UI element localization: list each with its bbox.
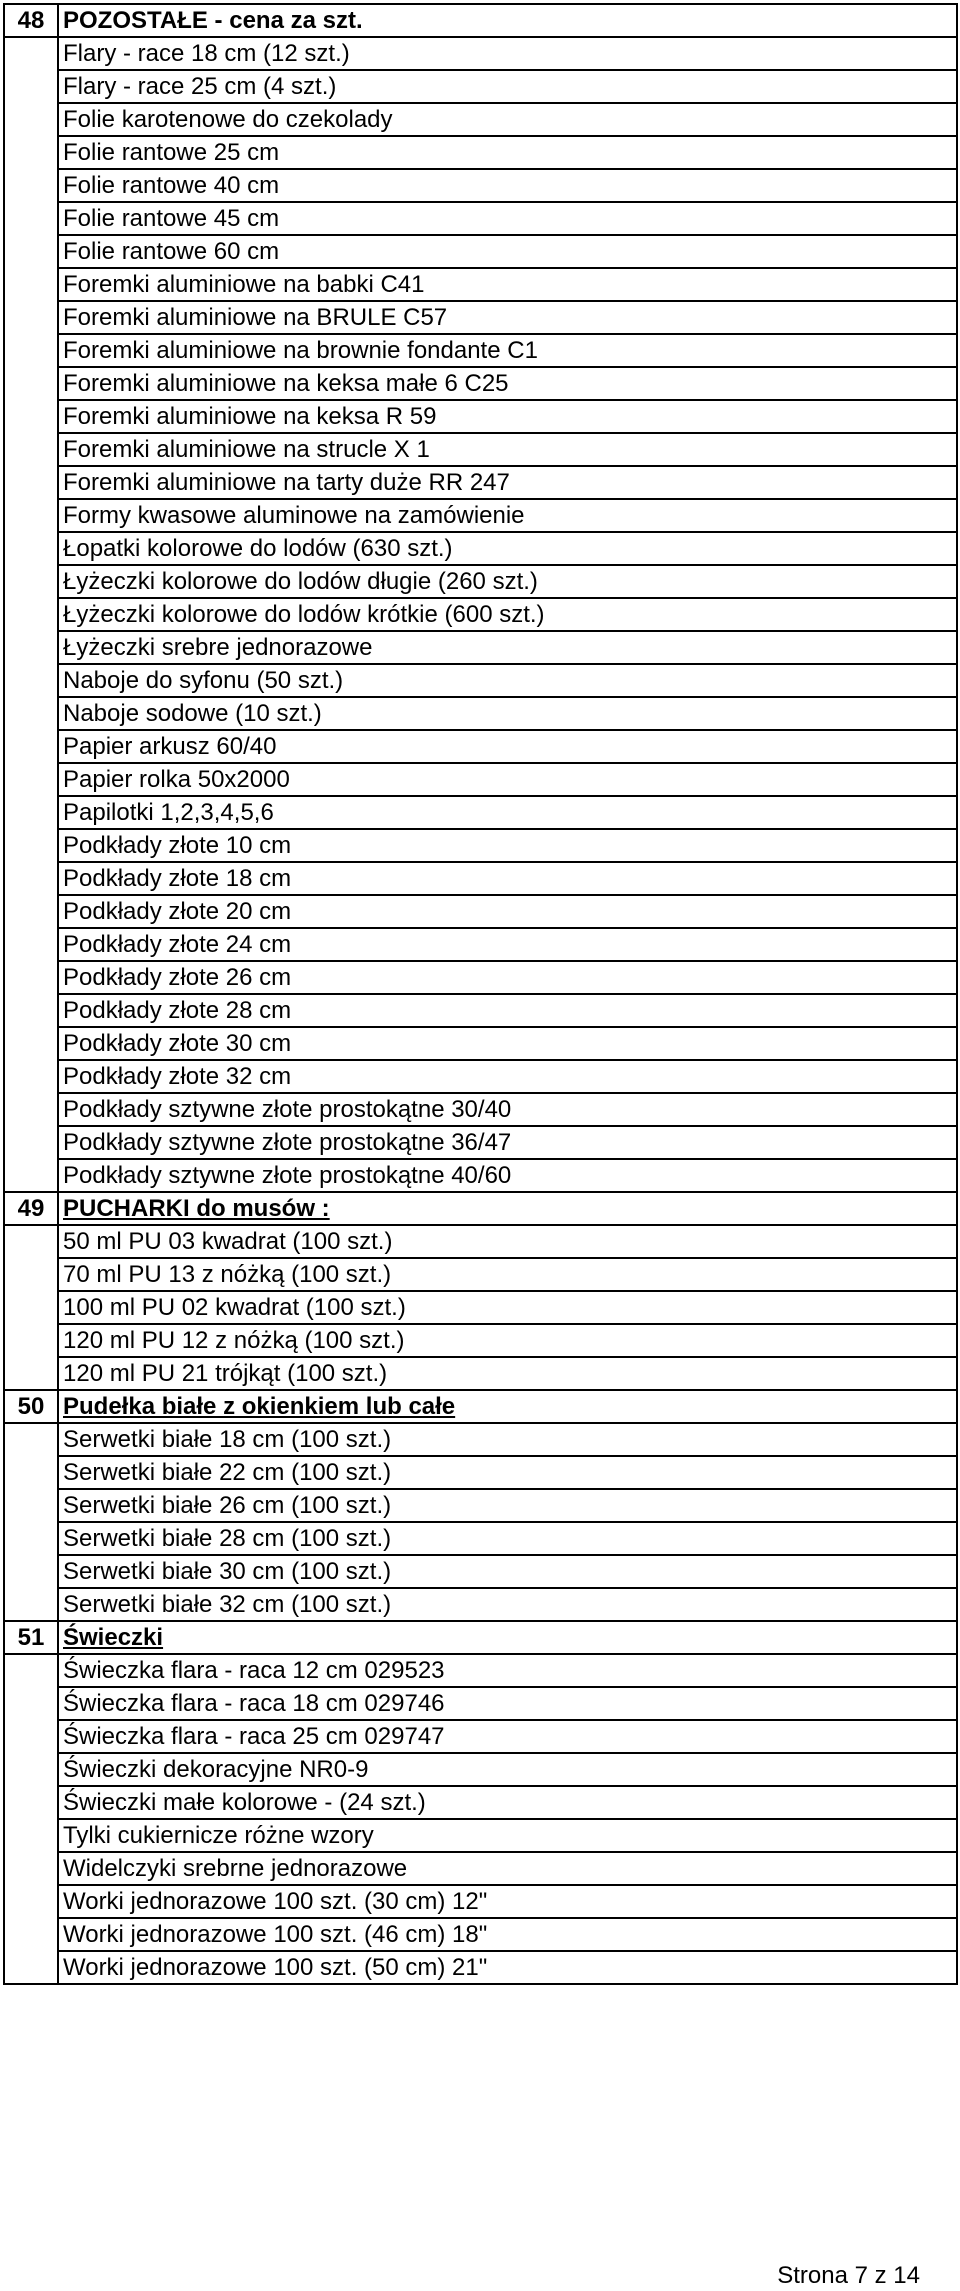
empty-number-cell: [4, 994, 58, 1027]
empty-number-cell: [4, 763, 58, 796]
item-name: Foremki aluminiowe na tarty duże RR 247: [58, 466, 957, 499]
item-name: Łyżeczki kolorowe do lodów długie (260 szt.): [58, 565, 957, 598]
table-row: [4, 796, 957, 829]
item-name: Łyżeczki kolorowe do lodów krótkie (600 szt.): [58, 598, 957, 631]
table-row: [4, 136, 957, 169]
empty-number-cell: [4, 1324, 58, 1357]
section-header-row: [4, 4, 957, 37]
table-row: [4, 1588, 957, 1621]
item-name: Łyżeczki srebre jednorazowe: [58, 631, 957, 664]
item-name: Folie rantowe 60 cm: [58, 235, 957, 268]
empty-number-cell: [4, 862, 58, 895]
table-row: [4, 103, 957, 136]
empty-number-cell: [4, 697, 58, 730]
empty-number-cell: [4, 1885, 58, 1918]
item-name: Podkłady złote 30 cm: [58, 1027, 957, 1060]
table-row: [4, 598, 957, 631]
table-row: [4, 631, 957, 664]
item-name: Podkłady złote 32 cm: [58, 1060, 957, 1093]
item-name: Flary - race 18 cm (12 szt.): [58, 37, 957, 70]
table-row: [4, 928, 957, 961]
empty-number-cell: [4, 1753, 58, 1786]
empty-number-cell: [4, 334, 58, 367]
empty-number-cell: [4, 1951, 58, 1984]
table-row: [4, 1291, 957, 1324]
empty-number-cell: [4, 1258, 58, 1291]
table-row: [4, 1225, 957, 1258]
empty-number-cell: [4, 1489, 58, 1522]
table-row: [4, 1027, 957, 1060]
section-number: 48: [4, 4, 58, 37]
table-row: [4, 1357, 957, 1390]
item-name: Foremki aluminiowe na keksa małe 6 C25: [58, 367, 957, 400]
table-row: [4, 1159, 957, 1192]
item-name: Papier rolka 50x2000: [58, 763, 957, 796]
empty-number-cell: [4, 367, 58, 400]
empty-number-cell: [4, 499, 58, 532]
empty-number-cell: [4, 103, 58, 136]
empty-number-cell: [4, 1588, 58, 1621]
empty-number-cell: [4, 928, 58, 961]
item-name: Foremki aluminiowe na strucle X 1: [58, 433, 957, 466]
empty-number-cell: [4, 1060, 58, 1093]
item-name: Tylki cukiernicze różne wzory: [58, 1819, 957, 1852]
empty-number-cell: [4, 301, 58, 334]
item-name: Papier arkusz 60/40: [58, 730, 957, 763]
table-row: [4, 1423, 957, 1456]
table-row: [4, 301, 957, 334]
item-name: Flary - race 25 cm (4 szt.): [58, 70, 957, 103]
item-name: Naboje sodowe (10 szt.): [58, 697, 957, 730]
table-row: [4, 763, 957, 796]
table-row: [4, 499, 957, 532]
empty-number-cell: [4, 1225, 58, 1258]
item-name: Foremki aluminiowe na babki C41: [58, 268, 957, 301]
item-name: Świeczki dekoracyjne NR0-9: [58, 1753, 957, 1786]
empty-number-cell: [4, 1159, 58, 1192]
item-name: Serwetki białe 18 cm (100 szt.): [58, 1423, 957, 1456]
item-name: Podkłady złote 20 cm: [58, 895, 957, 928]
empty-number-cell: [4, 1918, 58, 1951]
table-row: [4, 1654, 957, 1687]
item-name: Podkłady sztywne złote prostokątne 30/40: [58, 1093, 957, 1126]
table-row: [4, 367, 957, 400]
table-row: [4, 37, 957, 70]
table-row: [4, 169, 957, 202]
empty-number-cell: [4, 1456, 58, 1489]
section-number: 49: [4, 1192, 58, 1225]
item-name: Worki jednorazowe 100 szt. (50 cm) 21": [58, 1951, 957, 1984]
table-row: [4, 466, 957, 499]
item-name: Worki jednorazowe 100 szt. (46 cm) 18": [58, 1918, 957, 1951]
item-name: Podkłady sztywne złote prostokątne 40/60: [58, 1159, 957, 1192]
section-number: 50: [4, 1390, 58, 1423]
table-row: [4, 664, 957, 697]
item-name: Łopatki kolorowe do lodów (630 szt.): [58, 532, 957, 565]
table-row: [4, 1753, 957, 1786]
section-number: 51: [4, 1621, 58, 1654]
table-row: [4, 1819, 957, 1852]
table-row: [4, 565, 957, 598]
table-row: [4, 697, 957, 730]
table-row: [4, 1258, 957, 1291]
empty-number-cell: [4, 1423, 58, 1456]
empty-number-cell: [4, 1852, 58, 1885]
item-name: Podkłady złote 10 cm: [58, 829, 957, 862]
section-title: POZOSTAŁE - cena za szt.: [58, 4, 957, 37]
empty-number-cell: [4, 1819, 58, 1852]
table-row: [4, 829, 957, 862]
item-name: Papilotki 1,2,3,4,5,6: [58, 796, 957, 829]
table-row: [4, 268, 957, 301]
empty-number-cell: [4, 565, 58, 598]
table-row: [4, 1951, 957, 1984]
section-title: PUCHARKI do musów :: [58, 1192, 957, 1225]
table-row: [4, 730, 957, 763]
empty-number-cell: [4, 1027, 58, 1060]
table-row: [4, 235, 957, 268]
table-row: [4, 994, 957, 1027]
item-name: Świeczki małe kolorowe - (24 szt.): [58, 1786, 957, 1819]
empty-number-cell: [4, 136, 58, 169]
empty-number-cell: [4, 1126, 58, 1159]
table-row: [4, 400, 957, 433]
table-row: [4, 433, 957, 466]
item-name: Folie karotenowe do czekolady: [58, 103, 957, 136]
item-name: Serwetki białe 22 cm (100 szt.): [58, 1456, 957, 1489]
item-name: 120 ml PU 12 z nóżką (100 szt.): [58, 1324, 957, 1357]
empty-number-cell: [4, 169, 58, 202]
item-name: Świeczka flara - raca 18 cm 029746: [58, 1687, 957, 1720]
empty-number-cell: [4, 202, 58, 235]
table-row: [4, 1687, 957, 1720]
table-row: [4, 1918, 957, 1951]
table-row: [4, 1324, 957, 1357]
price-list-body: [4, 4, 957, 1984]
section-title: Pudełka białe z okienkiem lub całe: [58, 1390, 957, 1423]
empty-number-cell: [4, 598, 58, 631]
table-row: [4, 1126, 957, 1159]
item-name: 100 ml PU 02 kwadrat (100 szt.): [58, 1291, 957, 1324]
table-row: [4, 895, 957, 928]
empty-number-cell: [4, 1786, 58, 1819]
table-row: [4, 1456, 957, 1489]
item-name: Świeczka flara - raca 25 cm 029747: [58, 1720, 957, 1753]
empty-number-cell: [4, 1093, 58, 1126]
empty-number-cell: [4, 664, 58, 697]
item-name: 50 ml PU 03 kwadrat (100 szt.): [58, 1225, 957, 1258]
empty-number-cell: [4, 631, 58, 664]
item-name: Świeczka flara - raca 12 cm 029523: [58, 1654, 957, 1687]
table-row: [4, 862, 957, 895]
table-row: [4, 1786, 957, 1819]
item-name: Worki jednorazowe 100 szt. (30 cm) 12": [58, 1885, 957, 1918]
table-row: [4, 1885, 957, 1918]
table-row: [4, 1522, 957, 1555]
empty-number-cell: [4, 268, 58, 301]
table-row: [4, 1060, 957, 1093]
item-name: Podkłady złote 18 cm: [58, 862, 957, 895]
item-name: 70 ml PU 13 z nóżką (100 szt.): [58, 1258, 957, 1291]
empty-number-cell: [4, 1291, 58, 1324]
item-name: Widelczyki srebrne jednorazowe: [58, 1852, 957, 1885]
empty-number-cell: [4, 1720, 58, 1753]
empty-number-cell: [4, 895, 58, 928]
item-name: Podkłady złote 26 cm: [58, 961, 957, 994]
item-name: Podkłady złote 28 cm: [58, 994, 957, 1027]
section-header-row: [4, 1192, 957, 1225]
item-name: Serwetki białe 32 cm (100 szt.): [58, 1588, 957, 1621]
table-row: [4, 1720, 957, 1753]
item-name: Formy kwasowe aluminowe na zamówienie: [58, 499, 957, 532]
empty-number-cell: [4, 532, 58, 565]
section-header-row: [4, 1390, 957, 1423]
empty-number-cell: [4, 829, 58, 862]
empty-number-cell: [4, 433, 58, 466]
empty-number-cell: [4, 1687, 58, 1720]
table-row: [4, 1555, 957, 1588]
item-name: Serwetki białe 28 cm (100 szt.): [58, 1522, 957, 1555]
table-row: [4, 202, 957, 235]
item-name: Serwetki białe 30 cm (100 szt.): [58, 1555, 957, 1588]
item-name: 120 ml PU 21 trójkąt (100 szt.): [58, 1357, 957, 1390]
item-name: Serwetki białe 26 cm (100 szt.): [58, 1489, 957, 1522]
item-name: Folie rantowe 40 cm: [58, 169, 957, 202]
item-name: Podkłady sztywne złote prostokątne 36/47: [58, 1126, 957, 1159]
table-row: [4, 70, 957, 103]
section-header-row: [4, 1621, 957, 1654]
item-name: Podkłady złote 24 cm: [58, 928, 957, 961]
item-name: Folie rantowe 25 cm: [58, 136, 957, 169]
item-name: Naboje do syfonu (50 szt.): [58, 664, 957, 697]
empty-number-cell: [4, 1357, 58, 1390]
price-list-table: [3, 3, 958, 1985]
section-title: Świeczki: [58, 1621, 957, 1654]
empty-number-cell: [4, 730, 58, 763]
empty-number-cell: [4, 400, 58, 433]
item-name: Folie rantowe 45 cm: [58, 202, 957, 235]
table-row: [4, 1489, 957, 1522]
table-row: [4, 1852, 957, 1885]
page-number: Strona 7 z 14: [777, 2262, 920, 2289]
empty-number-cell: [4, 70, 58, 103]
table-row: [4, 532, 957, 565]
empty-number-cell: [4, 1555, 58, 1588]
empty-number-cell: [4, 1522, 58, 1555]
empty-number-cell: [4, 466, 58, 499]
empty-number-cell: [4, 235, 58, 268]
empty-number-cell: [4, 961, 58, 994]
empty-number-cell: [4, 37, 58, 70]
table-row: [4, 1093, 957, 1126]
empty-number-cell: [4, 796, 58, 829]
empty-number-cell: [4, 1654, 58, 1687]
table-row: [4, 334, 957, 367]
item-name: Foremki aluminiowe na brownie fondante C1: [58, 334, 957, 367]
item-name: Foremki aluminiowe na BRULE C57: [58, 301, 957, 334]
item-name: Foremki aluminiowe na keksa R 59: [58, 400, 957, 433]
table-row: [4, 961, 957, 994]
